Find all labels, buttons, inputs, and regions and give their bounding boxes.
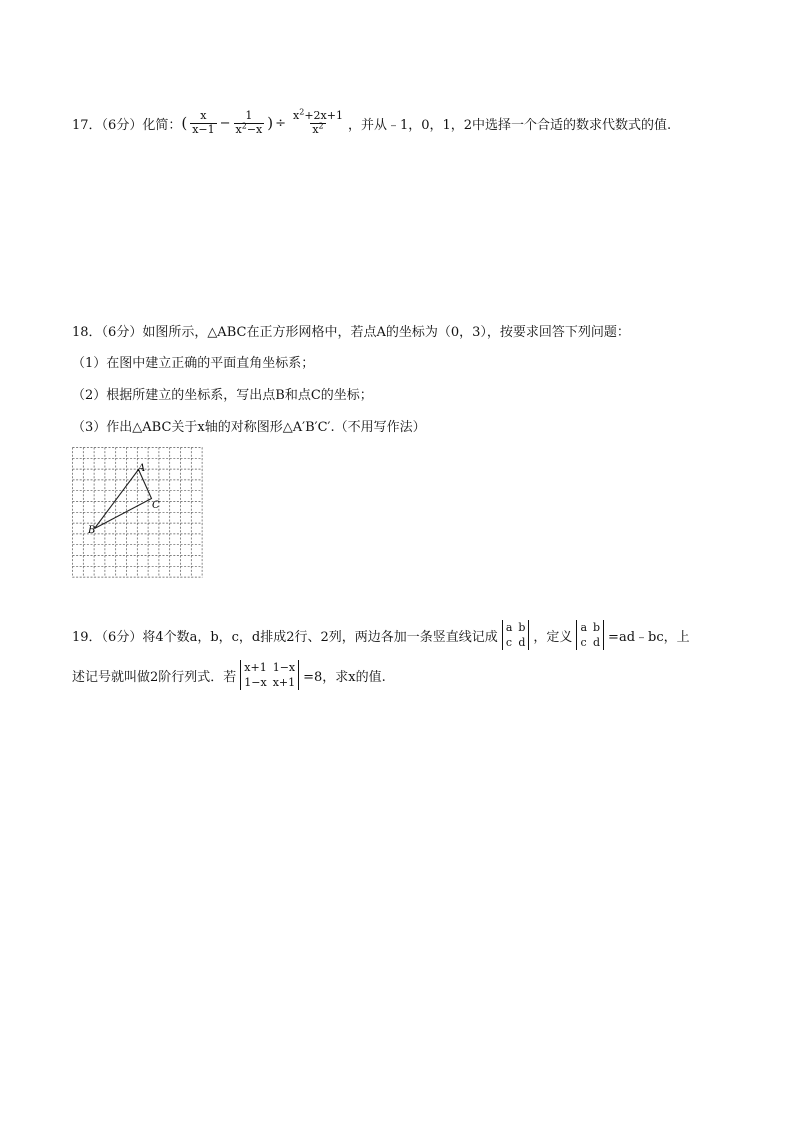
label-c: C	[152, 500, 160, 511]
q17-paren-open: (	[181, 114, 188, 133]
determinant-abcd-2	[576, 620, 604, 650]
q19-mid: ，定义	[533, 629, 573, 645]
det1-cell: a	[505, 621, 513, 634]
q17-divide: ÷	[275, 115, 287, 131]
q17-f3-num-rest: +2x+1	[304, 109, 343, 122]
q18-part-3: （3）作出△ABC关于x轴的对称图形△A′B′C′.（不用写作法）	[72, 420, 426, 435]
det1-cell: c	[505, 636, 512, 650]
q17-f2-numerator: 1	[245, 109, 253, 122]
q17-f3-denominator	[310, 120, 325, 137]
question-19-line-2	[72, 660, 386, 690]
q19-line2-prefix: 述记号就叫做2阶行列式．若	[72, 669, 237, 685]
q19-line1-prefix: 19．（6分）将4个数a，b，c，d排成2行、2列，两边各加一条竖直线记成	[72, 629, 498, 645]
q17-f2-den-base: x	[235, 122, 242, 136]
det2-cell: a	[580, 621, 587, 634]
q17-fraction-3	[291, 107, 345, 136]
q19-line1-suffix: =ad﹣bc，上	[608, 629, 690, 645]
det2-cell: b	[593, 621, 601, 634]
q17-f3-den-base: x	[312, 122, 319, 136]
determinant-abcd-1	[502, 620, 530, 650]
triangle-abc	[95, 470, 152, 529]
q17-f3-den-exp: 2	[318, 120, 324, 130]
det2-cell: d	[593, 636, 601, 650]
det3-cell: x+1	[272, 676, 296, 690]
det1-cell: d	[518, 636, 526, 650]
det1-cell: b	[518, 621, 526, 634]
q17-f2-den-rest: −x	[246, 122, 263, 136]
q17-minus: −	[219, 115, 231, 131]
question-19-line-1	[72, 620, 690, 650]
q17-prefix: 17．（6分）化简：	[72, 117, 182, 133]
det2-cell: c	[580, 636, 587, 650]
q17-f3-num-exp: 2	[299, 107, 305, 117]
q17-paren-close: )	[267, 114, 274, 133]
q17-f2-den-exp: 2	[241, 120, 247, 130]
q17-f3-num-base: x	[293, 109, 300, 122]
det3-cell: 1−x	[272, 661, 296, 674]
q17-f1-numerator: x	[200, 109, 207, 122]
q17-f1-denominator: x−1	[192, 122, 215, 136]
q19-line2-suffix: =8，求x的值.	[303, 669, 386, 685]
q17-suffix: ，并从﹣1，0，1，2中选择一个合适的数求代数式的值.	[347, 117, 672, 133]
det3-cell: 1−x	[244, 676, 267, 690]
triangle-grid-figure	[72, 447, 203, 578]
q17-fraction-2	[234, 110, 265, 136]
q18-part-1: （1）在图中建立正确的平面直角坐标系；	[72, 356, 315, 371]
label-b: B	[88, 525, 96, 536]
q17-fraction-1	[190, 110, 216, 136]
q18-part-2: （2）根据所建立的坐标系，写出点B和点C的坐标；	[72, 388, 373, 403]
question-17	[72, 107, 672, 136]
q17-f2-denominator	[234, 120, 265, 137]
determinant-x	[240, 660, 299, 690]
det3-cell: x+1	[244, 661, 267, 674]
label-a: A	[138, 463, 146, 474]
q18-line-1: 18．（6分）如图所示，△ABC在正方形网格中，若点A的坐标为（0，3），按要求回答下列问题：	[72, 325, 630, 340]
